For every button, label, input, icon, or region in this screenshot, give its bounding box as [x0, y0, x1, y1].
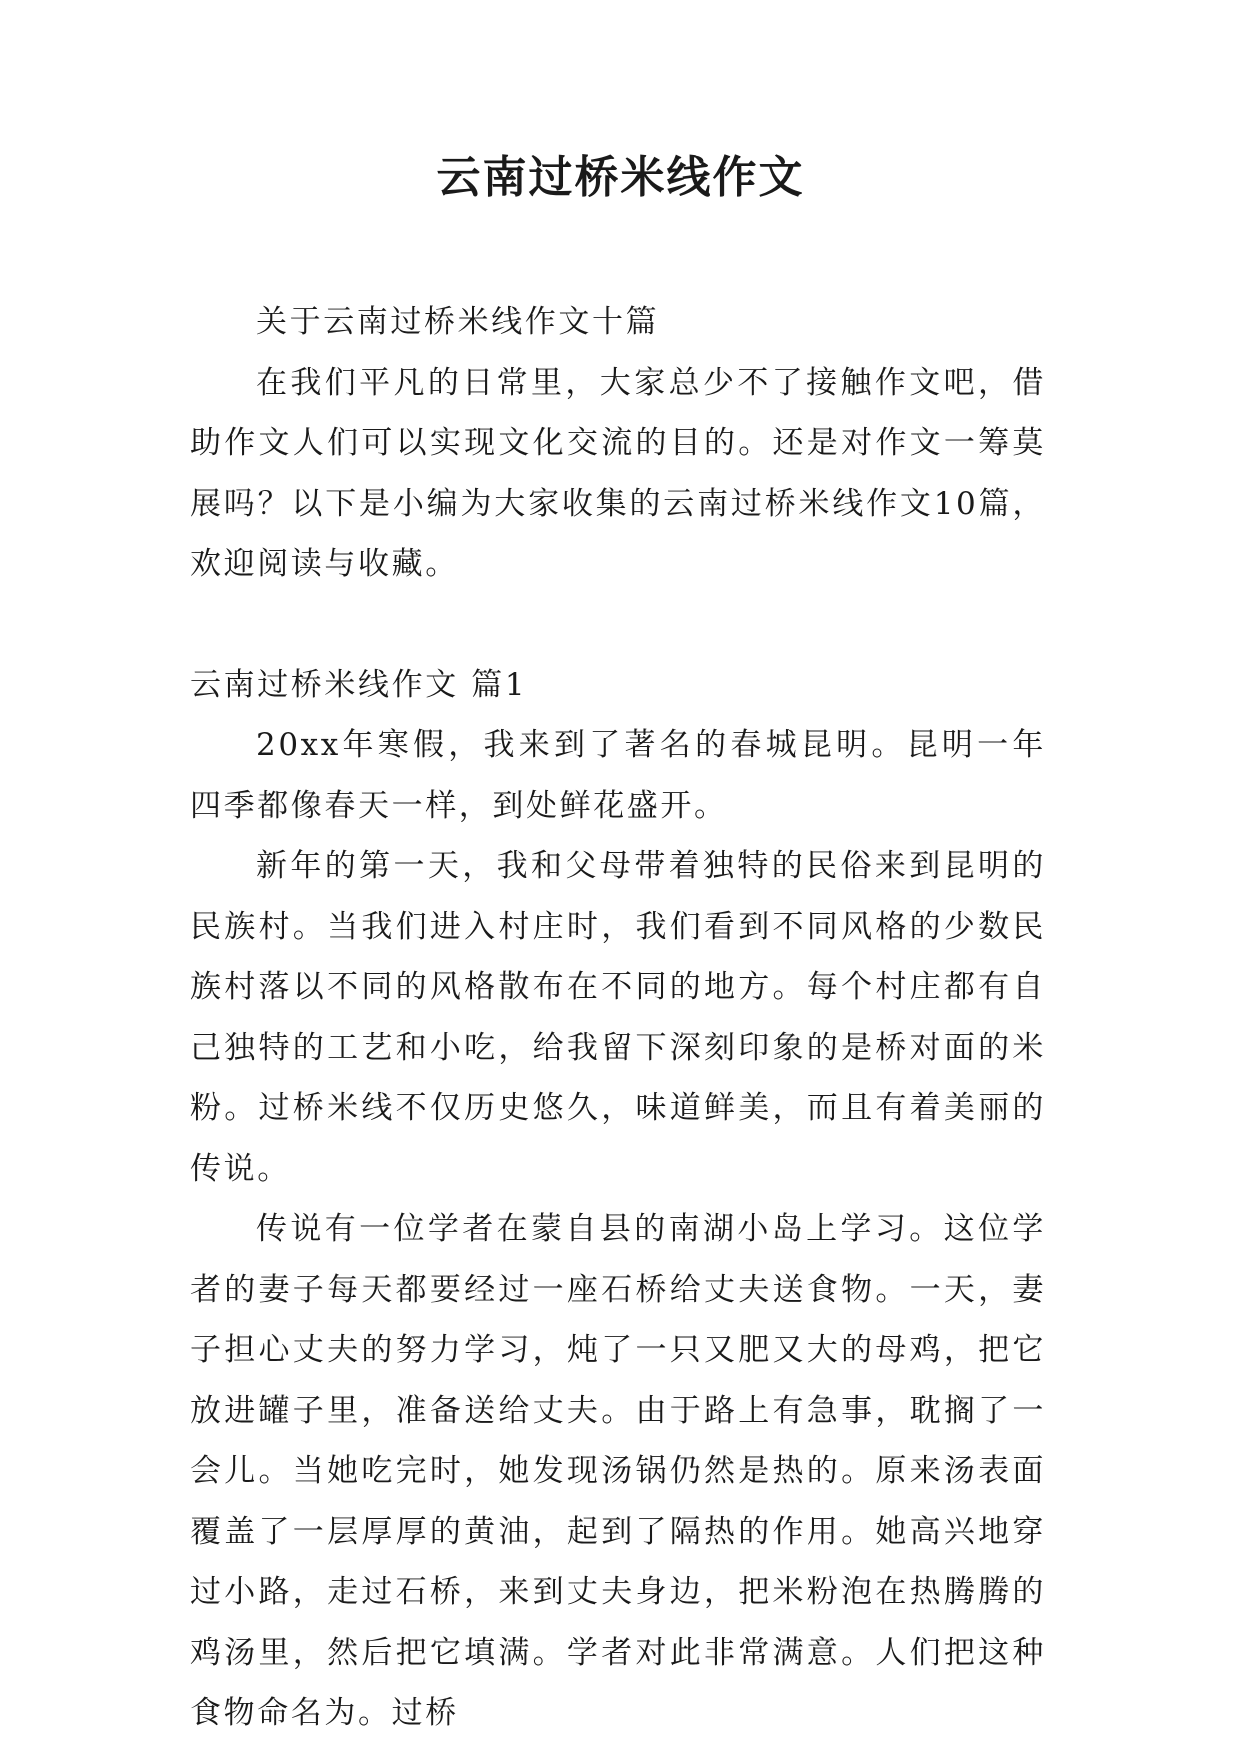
- body-paragraph: 20xx年寒假，我来到了著名的春城昆明。昆明一年四季都像春天一样，到处鲜花盛开。: [190, 727, 1046, 824]
- body-paragraph: 传说有一位学者在蒙自县的南湖小岛上学习。这位学者的妻子每天都要经过一座石桥给丈夫送食物。一天，妻子担心丈夫的努力学习，炖了一只又肥又大的母鸡，把它放进罐子里，准备送给丈夫。由于路上有急事，耽搁了一会儿。当她吃完时，她发现汤锅仍然是热的。原来汤表面覆盖了一层厚厚的黄油，起到了隔热的作用。她高兴地穿过小路，走过石桥，来到丈夫身边，把米粉泡在热腾腾的鸡汤里，然后把它填满。学者对此非常满意。人们把这种食物命名为。过桥: [190, 1211, 1046, 1731]
- intro-paragraph: 在我们平凡的日常里，大家总少不了接触作文吧，借助作文人们可以实现文化交流的目的。还是对作文一筹莫展吗？以下是小编为大家收集的云南过桥米线作文10篇，欢迎阅读与收藏。: [190, 364, 1046, 582]
- document-subtitle: 关于云南过桥米线作文十篇: [256, 304, 660, 340]
- document-body: [190, 292, 1046, 1744]
- document-title: 云南过桥米线作文: [436, 152, 805, 203]
- section-heading: 云南过桥米线作文 篇1: [190, 666, 528, 703]
- body-paragraph: 新年的第一天，我和父母带着独特的民俗来到昆明的民族村。当我们进入村庄时，我们看到不同风格的少数民族村落以不同的风格散布在不同的地方。每个村庄都有自己独特的工艺和小吃，给我留下深刻印象的是桥对面的米粉。过桥米线不仅历史悠久，味道鲜美，而且有着美丽的传说。: [190, 848, 1046, 1187]
